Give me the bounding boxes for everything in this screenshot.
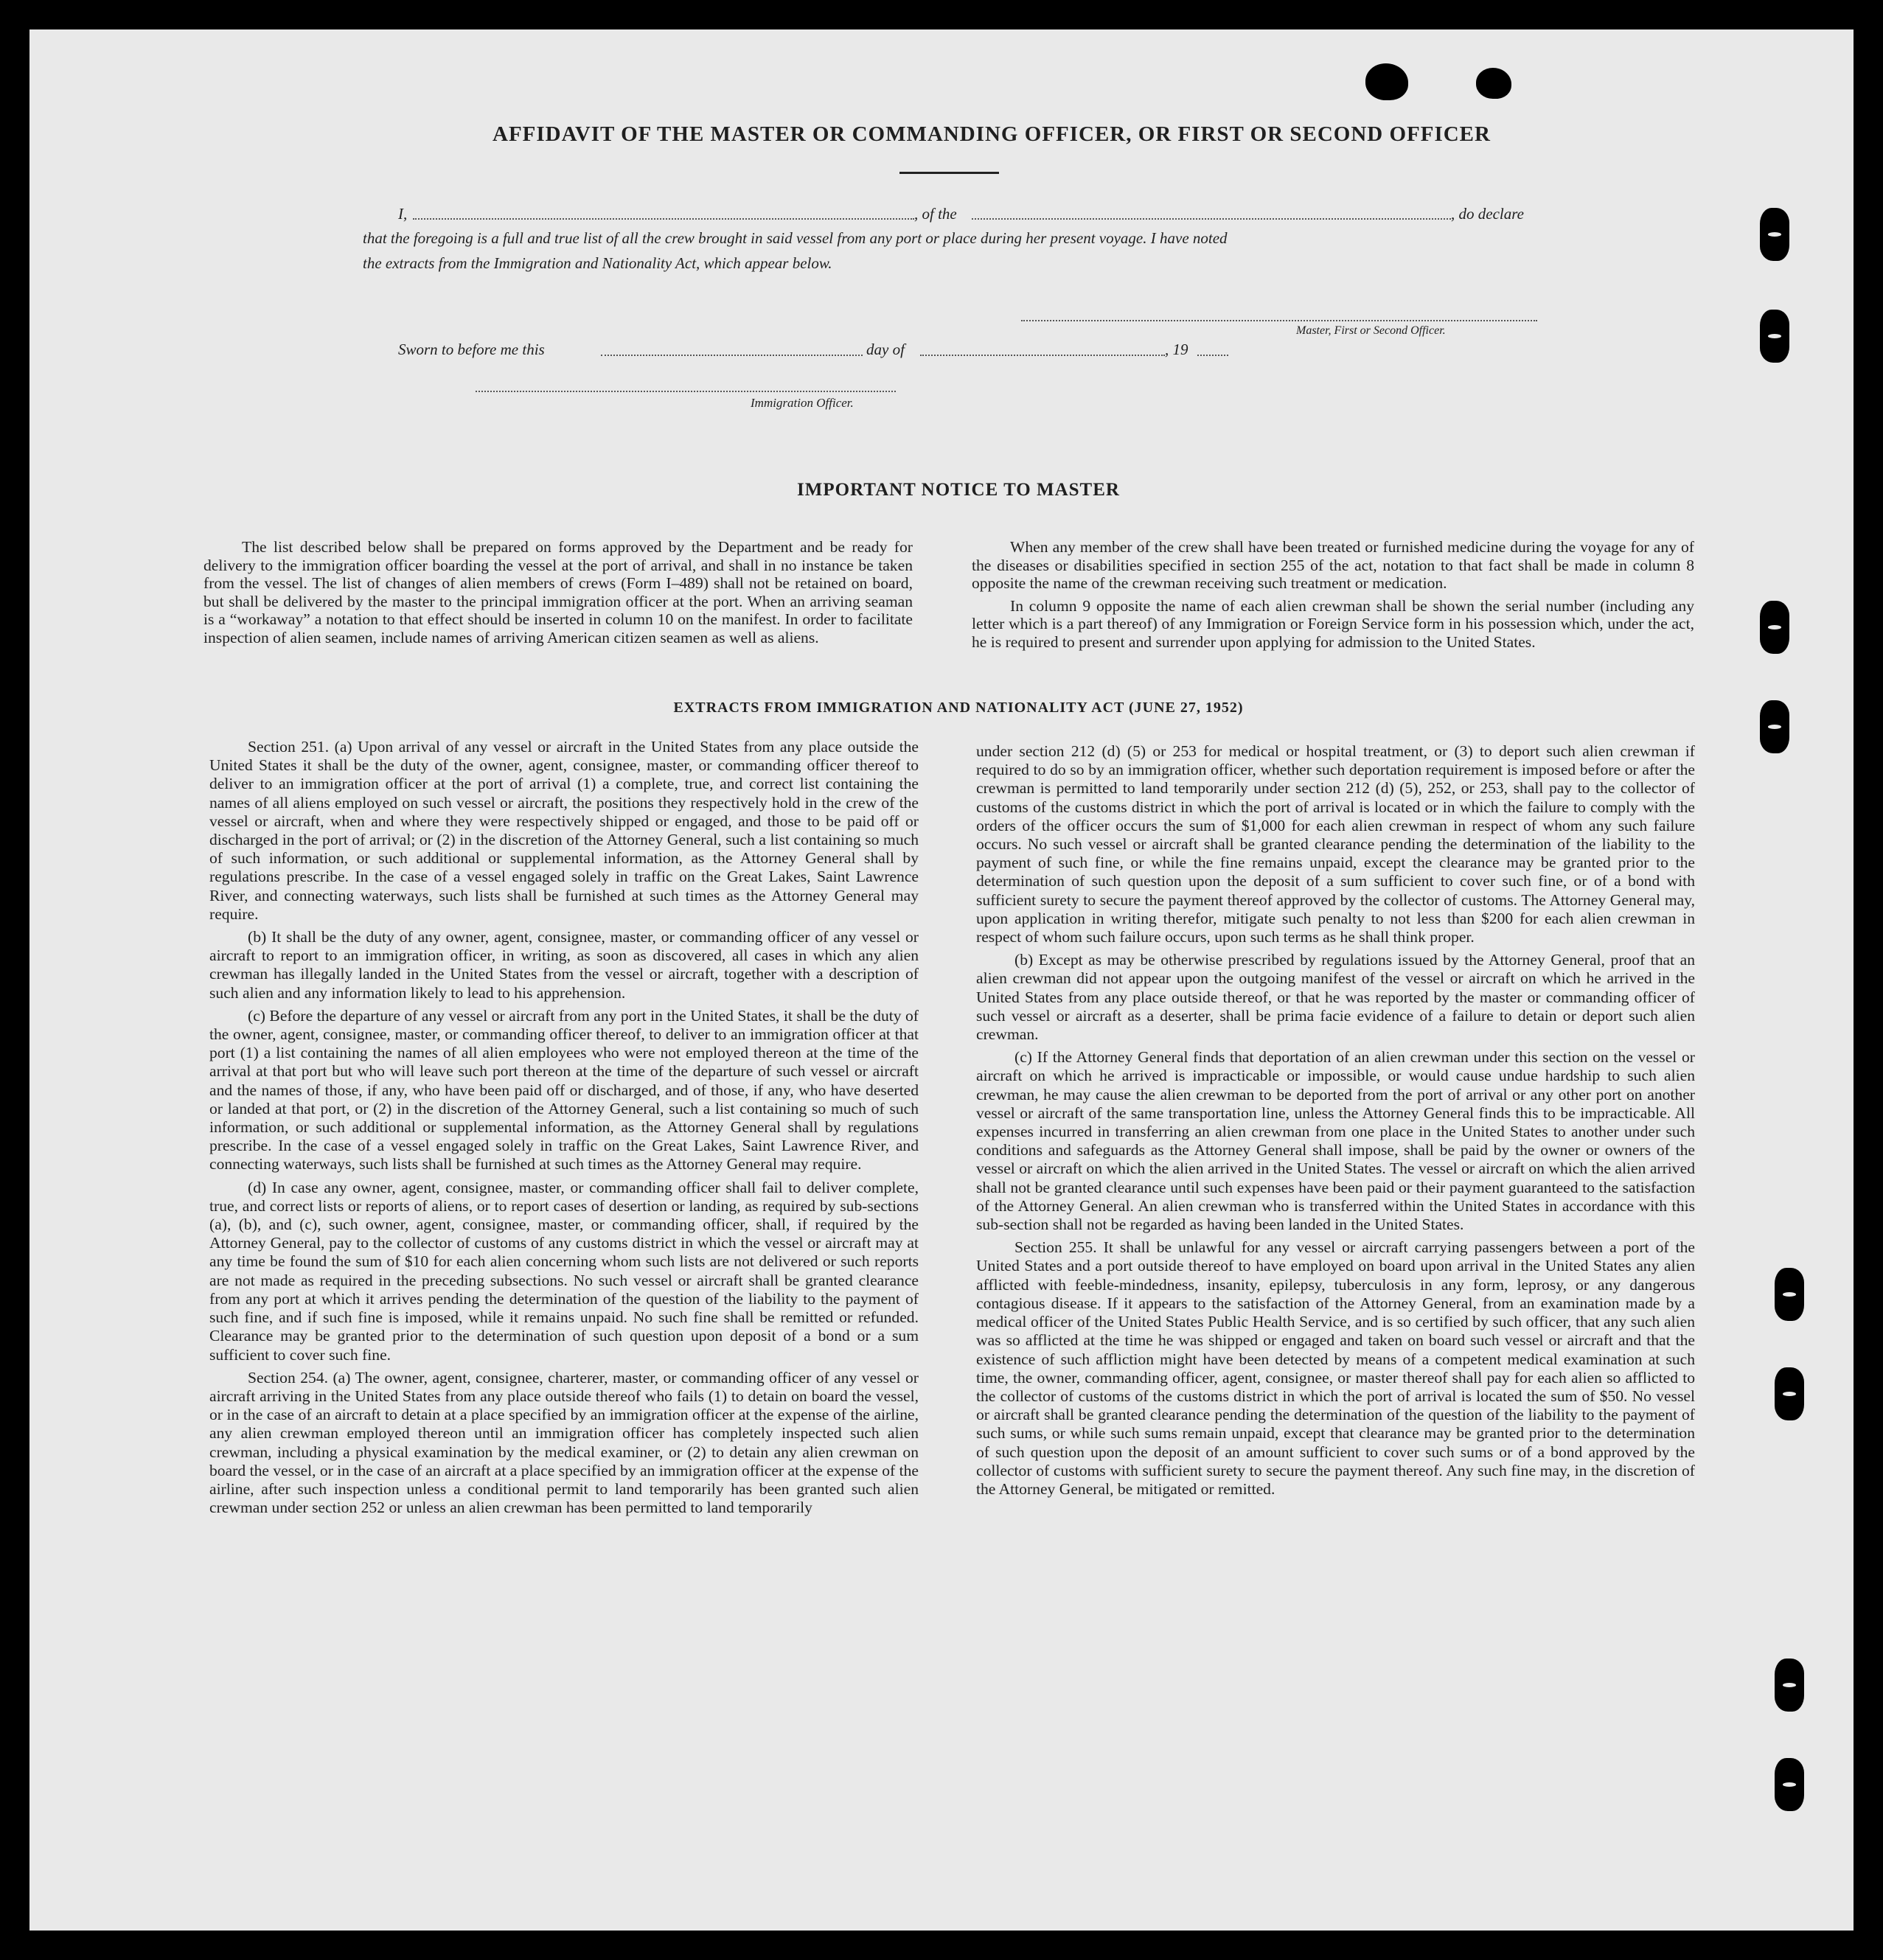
binder-hole-6: [1775, 1367, 1804, 1420]
section-251-c: (c) Before the departure of any vessel or aircraft from any port in the United States, it shall be the duty of the owner, agent, consignee, master, or commanding officer thereof, to deliver to an immigration officer at that port (1) a list containing the names of all alien employees who were not employed thereon at the time of the arrival at that port but who will leave such port thereon at the time of the departure of such vessel or aircraft and the names of those, if any, who have been paid off or discharged, and of those, if any, who have deserted or landed at that port, or (2) in the discretion of the Attorney General, such a list containing so much of such information, or such additional or supplemental information, as the Attorney General shall by regulations prescribe. In the case of a vessel engaged solely in traffic on the Great Lakes, Saint Lawrence River, and connecting waterways, such lists shall be furnished at such times as the Attorney General may require.: [209, 1006, 919, 1173]
master-signature-line[interactable]: [1021, 320, 1537, 321]
binder-hole-2: [1760, 310, 1789, 363]
declare-line-2: that the foregoing is a full and true list of all the crew brought in said vessel from any port or place during her present voyage. I have noted: [363, 229, 1228, 247]
section-254-a: Section 254. (a) The owner, agent, consignee, charterer, master, or commanding officer of any vessel or aircraft arriving in the United States from any place outside thereof who fails (1) to detain on board the vessel, or in the case of an aircraft to detain at a place specified by an immigration officer at the expense of the airline, any alien crewman employed thereon until an immigration officer has completely inspected such alien crewman, including a physical examination by the medical examiner, or (2) to detain any alien crewman on board the vessel, or in the case of an aircraft at a place specified by an immigration officer at the expense of the airline, after such inspection unless a conditional permit to land temporarily has been granted such alien crewman under section 252 or unless an alien crewman has been permitted to land temporarily: [209, 1368, 919, 1517]
section-251-d: (d) In case any owner, agent, consignee, master, or commanding officer shall fail to deliver complete, true, and correct lists or reports of aliens, or to report cases of desertion or landing, as required by sub-sections (a), (b), and (c), such owner, agent, consignee, master, or commanding officer, shall, if required by the Attorney General, pay to the collector of customs of any customs district in which the vessel or aircraft may at any time be found the sum of $10 for each alien concerning whom such lists are not delivered or such reports are not made as required in the preceding subsections. No such vessel or aircraft shall be granted clearance from any port at which it arrives pending the determination of the question of the liability to the payment of such fine, and if such fine is imposed, while it remains unpaid. No such fine shall be remitted or refunded. Clearance may be granted prior to the determination of such question upon deposit of a bond or a sum sufficient to cover such fine.: [209, 1178, 919, 1364]
sworn-lead: Sworn to before me this: [398, 341, 545, 358]
notice-right-paragraph-2: In column 9 opposite the name of each alien crewman shall be shown the serial number (including any letter which is a part thereof) of any Immigration or Foreign Service form in his possession which, under the act, he is required to present and surrender upon applying for admission to the United States.: [972, 596, 1694, 651]
section-255: Section 255. It shall be unlawful for any vessel or aircraft carrying passengers between a port of the United States and a port outside thereof to have employed on board upon arrival in the United States any alien afflicted with feeble-mindedness, insanity, epilepsy, tuberculosis in any form, leprosy, or any dangerous contagious disease. If it appears to the satisfaction of the Attorney General, from an examination made by a medical officer of the United States Public Health Service, and is so certified by such officer, that any such alien was so afflicted at the time he was shipped or engaged and taken on board such vessel or aircraft and that the existence of such affliction might have been detected by means of a competent medical examination at such time, the owner, commanding officer, agent, consignee, or master thereof shall pay for each alien so afflicted to the collector of customs of the customs district in which the port of arrival is located the sum of $50. No vessel or aircraft shall be granted clearance pending the determination of the question of the liability to the payment of such sums, or while such sums remain unpaid, except that clearance may be granted prior to the determination of such question upon the deposit of an amount sufficient to cover such sums or of a bond approved by the collector of customs with sufficient surety to secure the payment thereof. Any such fine may, in the discretion of the Attorney General, be mitigated or remitted.: [976, 1238, 1695, 1498]
sworn-day-of: day of: [866, 341, 905, 358]
extracts-left-column: [209, 738, 919, 1521]
ink-blot-2: [1476, 68, 1511, 99]
document-page: [29, 29, 1854, 1931]
binder-hole-3: [1760, 601, 1789, 654]
declare-line-3: the extracts from the Immigration and Nationality Act, which appear below.: [363, 254, 832, 272]
binder-hole-7: [1775, 1659, 1804, 1712]
binder-hole-1: [1760, 208, 1789, 261]
section-254-b: (b) Except as may be otherwise prescribed by regulations issued by the Attorney General, proof that an alien crewman did not appear upon the outgoing manifest of the vessel or aircraft on which he arrived in the United States from any place outside thereof, or that he was reported by the master or commanding officer of such vessel or aircraft as a deserter, shall be prima facie evidence of a failure to detain or deport such alien crewman.: [976, 951, 1695, 1044]
title-rule: [899, 172, 999, 174]
vessel-name-field[interactable]: [972, 218, 1451, 220]
extracts-right-column: [976, 742, 1695, 1503]
section-251-a: Section 251. (a) Upon arrival of any vessel or aircraft in the United States from any place outside the United States it shall be the duty of the owner, agent, consignee, master, or commanding officer thereof to deliver to an immigration officer at the port of arrival (1) a complete, true, and correct list containing the names of all aliens employed on such vessel or aircraft, the positions they respectively hold in the crew of the vessel or aircraft, when and where they were respectively shipped or engaged, and those to be paid off or discharged in the port of arrival; or (2) in the discretion of the Attorney General, such a list containing so much of such information, or such additional or supplemental information, as the Attorney General shall by regulations prescribe. In the case of a vessel engaged solely in traffic on the Great Lakes, Saint Lawrence River, and connecting waterways, such lists shall be furnished at such times as the Attorney General may require.: [209, 738, 919, 923]
section-254-a-continued: under section 212 (d) (5) or 253 for medical or hospital treatment, or (3) to deport such alien crewman if required to do so by an immigration officer, whether such deportation requirement is imposed before or after the crewman is permitted to land temporarily under section 212 (d) (5), 252, or 253, shall pay to the collector of customs of the customs district in which the port of arrival is located or in which the failure to comply with the orders of the officer occurs the sum of $1,000 for each alien crewman in respect of whom any such failure occurs. No such vessel or aircraft shall be granted clearance pending the determination of the liability to the payment of such fine, or while the fine remains unpaid, except the clearance may be granted prior to the determination of such question upon the deposit of a sum sufficient to cover such fine, or of a bond with sufficient surety to secure the payment thereof approved by the collector of customs. The Attorney General may, upon application in writing therefor, mitigate such penalty to not less than $200 for each alien crewman in respect of whom such failure occurs, upon such terms as he shall think proper.: [976, 742, 1695, 946]
extracts-title: EXTRACTS FROM IMMIGRATION AND NATIONALITY ACT (JUNE 27, 1952): [673, 700, 1244, 716]
officer-signature-line[interactable]: [476, 391, 896, 392]
notice-title: IMPORTANT NOTICE TO MASTER: [797, 480, 1120, 500]
binder-hole-5: [1775, 1268, 1804, 1321]
sworn-year-field[interactable]: [1197, 355, 1228, 356]
declare-end: , do declare: [1451, 205, 1524, 223]
binder-hole-4: [1760, 700, 1789, 753]
sworn-month-field[interactable]: [920, 355, 1165, 356]
declare-of-the: , of the: [914, 205, 957, 223]
sworn-year: , 19: [1165, 341, 1188, 358]
notice-right-column: [972, 538, 1694, 656]
section-251-b: (b) It shall be the duty of any owner, agent, consignee, master, or commanding officer of any vessel or aircraft to report to an immigration officer, in writing, as soon as discovered, all cases in which any alien crewman has illegally landed in the United States from the vessel or aircraft, together with a description of such alien and any information likely to lead to his apprehension.: [209, 928, 919, 1002]
officer-signature-caption: Immigration Officer.: [751, 396, 854, 410]
master-signature-caption: Master, First or Second Officer.: [1296, 324, 1446, 337]
sworn-day-field[interactable]: [601, 355, 863, 356]
declare-lead: I,: [398, 205, 408, 223]
affidavit-title: AFFIDAVIT OF THE MASTER OR COMMANDING OFFICER, OR FIRST OR SECOND OFFICER: [492, 122, 1491, 146]
notice-right-paragraph-1: When any member of the crew shall have been treated or furnished medicine during the voyage for any of the diseases or disabilities specified in section 255 of the act, notation to that fact shall be made in column 8 opposite the name of the crewman receiving such treatment or medication.: [972, 538, 1694, 593]
master-name-field[interactable]: [413, 218, 914, 220]
notice-left-paragraph: The list described below shall be prepared on forms approved by the Department and be ready for delivery to the immigration officer boarding the vessel at the port of arrival, and shall in no instance be taken from the vessel. The list of changes of alien members of crews (Form I–489) shall not be retained on board, but shall be delivered by the master to the principal immigration officer at the port. When an arriving seaman is a “workaway” a notation to that effect should be inserted in column 10 on the manifest. In order to facilitate inspection of alien seamen, include names of arriving American citizen seamen as well as aliens.: [203, 538, 913, 646]
notice-left-column: [203, 538, 913, 652]
section-254-c: (c) If the Attorney General finds that deportation of an alien crewman under this section on the vessel or aircraft on which he arrived is impracticable or impossible, or would cause undue hardship to such alien crewman, he may cause the alien crewman to be deported from the port of arrival or any other port on another vessel or aircraft of the same transportation line, unless the Attorney General finds this to be impracticable. All expenses incurred in transferring an alien crewman from one place in the United States to another under such conditions and safeguards as the Attorney General shall impose, shall be paid by the owner or owners of the vessel or aircraft on which the alien arrived in the United States. The vessel or aircraft on which the alien arrived shall not be granted clearance until such expenses have been paid or their payment guaranteed to the satisfaction of the Attorney General. An alien crewman who is transferred within the United States in accordance with this sub-section shall not be regarded as having been landed in the United States.: [976, 1048, 1695, 1234]
ink-blot-1: [1365, 63, 1408, 100]
binder-hole-8: [1775, 1758, 1804, 1811]
